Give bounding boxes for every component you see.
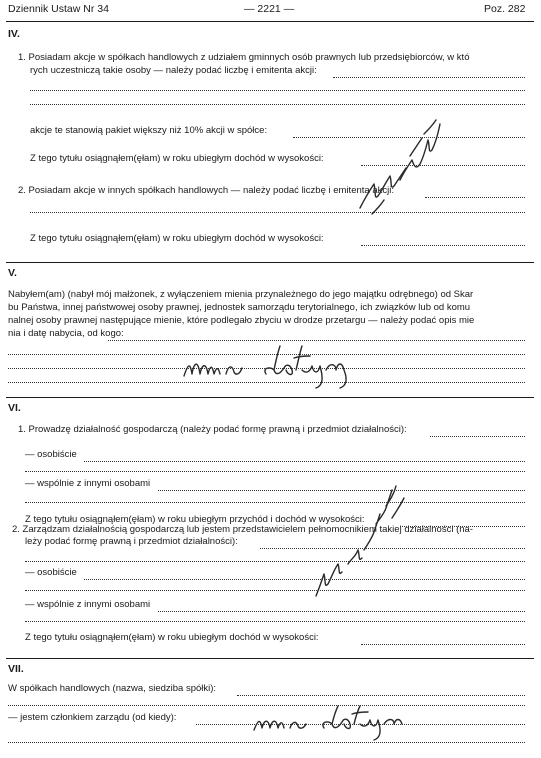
section-vi-item2-line2: leży podać formę prawną i przedmiot działalności): bbox=[25, 536, 238, 547]
answer-line[interactable] bbox=[430, 436, 525, 437]
section-iv-income2-label: Z tego tytułu osiągnąłem(ęłam) w roku ubiegłym dochód w wysokości: bbox=[30, 233, 324, 244]
answer-line[interactable] bbox=[84, 461, 525, 462]
answer-line[interactable] bbox=[8, 742, 525, 743]
answer-line[interactable] bbox=[237, 695, 525, 696]
section-vi-income-label: Z tego tytułu osiągnąłem(ęłam) w roku ubiegłym dochód w wysokości: bbox=[25, 632, 319, 643]
section-vi-revenue-label: Z tego tytułu osiągnąłem(ęłam) w roku ubiegłym przychód i dochód w wysokości: bbox=[25, 514, 365, 525]
section-v-line2: bu Państwa, innej państwowej osoby prawnej, jednostek samorządu terytorialnego, ich związków lub od komu bbox=[8, 302, 471, 313]
answer-line[interactable] bbox=[30, 90, 525, 91]
section-vii-board-label: — jestem członkiem zarządu (od kiedy): bbox=[8, 712, 177, 723]
answer-line[interactable] bbox=[25, 561, 525, 562]
answer-line[interactable] bbox=[361, 245, 525, 246]
section-v-line1: Nabyłem(am) (nabył mój małżonek, z wyłączeniem mienia przynależnego do jego majątku odrębnego) od Skar bbox=[8, 289, 474, 300]
answer-line[interactable] bbox=[361, 644, 525, 645]
section-divider bbox=[6, 262, 534, 263]
section-vii-companies-label: W spółkach handlowych (nazwa, siedziba spółki): bbox=[8, 683, 217, 694]
answer-line[interactable] bbox=[25, 590, 525, 591]
answer-line[interactable] bbox=[25, 471, 525, 472]
section-divider bbox=[6, 658, 534, 659]
section-iv-item1-line1: 1. Posiadam akcje w spółkach handlowych z udziałem gminnych osób prawnych lub przedsiębiorców, w któ bbox=[18, 52, 470, 63]
section-divider bbox=[6, 397, 534, 398]
section-v-line3: nalnej osoby prawnej następujące mienie, które podlegało zbyciu w drodze przetargu — należy podać opis mie bbox=[8, 315, 475, 326]
section-v-line4: nia i datę nabycia, od kogo: bbox=[8, 328, 124, 339]
section-vi-item1: 1. Prowadzę działalność gospodarczą (należy podać formę prawną i przedmiot działalności): bbox=[18, 424, 407, 435]
section-vi-osobiscie: — osobiście bbox=[25, 449, 77, 460]
answer-line[interactable] bbox=[25, 502, 525, 503]
section-vi-item2-line1: 2. Zarządzam działalnością gospodarczą lub jestem przedstawicielem pełnomocnikiem takiej działalności (na- bbox=[12, 524, 473, 535]
handwritten-nie-dotyczy-bottom bbox=[250, 702, 410, 742]
section-iv-income1-label: Z tego tytułu osiągnąłem(ęłam) w roku ubiegłym dochód w wysokości: bbox=[30, 153, 324, 164]
section-iv-pakiet-label: akcje te stanowią pakiet większy niż 10% akcji w spółce: bbox=[30, 125, 268, 136]
answer-line[interactable] bbox=[333, 77, 525, 78]
section-v-title: V. bbox=[8, 267, 17, 279]
page-number: — 2221 — bbox=[244, 3, 295, 15]
section-vi-osobiscie2: — osobiście bbox=[25, 567, 77, 578]
answer-line[interactable] bbox=[30, 104, 525, 105]
handwritten-nie-dotyczy-diagonal bbox=[300, 478, 420, 608]
section-iv-item1-line2: rych uczestniczą takie osoby — należy podać liczbę i emitenta akcji: bbox=[30, 65, 317, 76]
section-vii-title: VII. bbox=[8, 663, 24, 675]
journal-title: Dziennik Ustaw Nr 34 bbox=[8, 3, 109, 15]
answer-line[interactable] bbox=[158, 611, 525, 612]
handwritten-nie-dotyczy-signature bbox=[340, 110, 450, 220]
section-iv-item2: 2. Posiadam akcje w innych spółkach handlowych — należy podać liczbę i emitenta akcji: bbox=[18, 185, 394, 196]
section-iv-title: IV. bbox=[8, 28, 20, 40]
handwritten-nie-dotyczy bbox=[180, 340, 370, 390]
answer-line[interactable] bbox=[30, 212, 525, 213]
answer-line[interactable] bbox=[25, 621, 525, 622]
header-rule bbox=[6, 21, 534, 22]
section-vi-wspolnie: — wspólnie z innymi osobami bbox=[25, 478, 151, 489]
section-vi-title: VI. bbox=[8, 402, 21, 414]
section-vi-wspolnie2: — wspólnie z innymi osobami bbox=[25, 599, 151, 610]
position-number: Poz. 282 bbox=[484, 3, 526, 15]
